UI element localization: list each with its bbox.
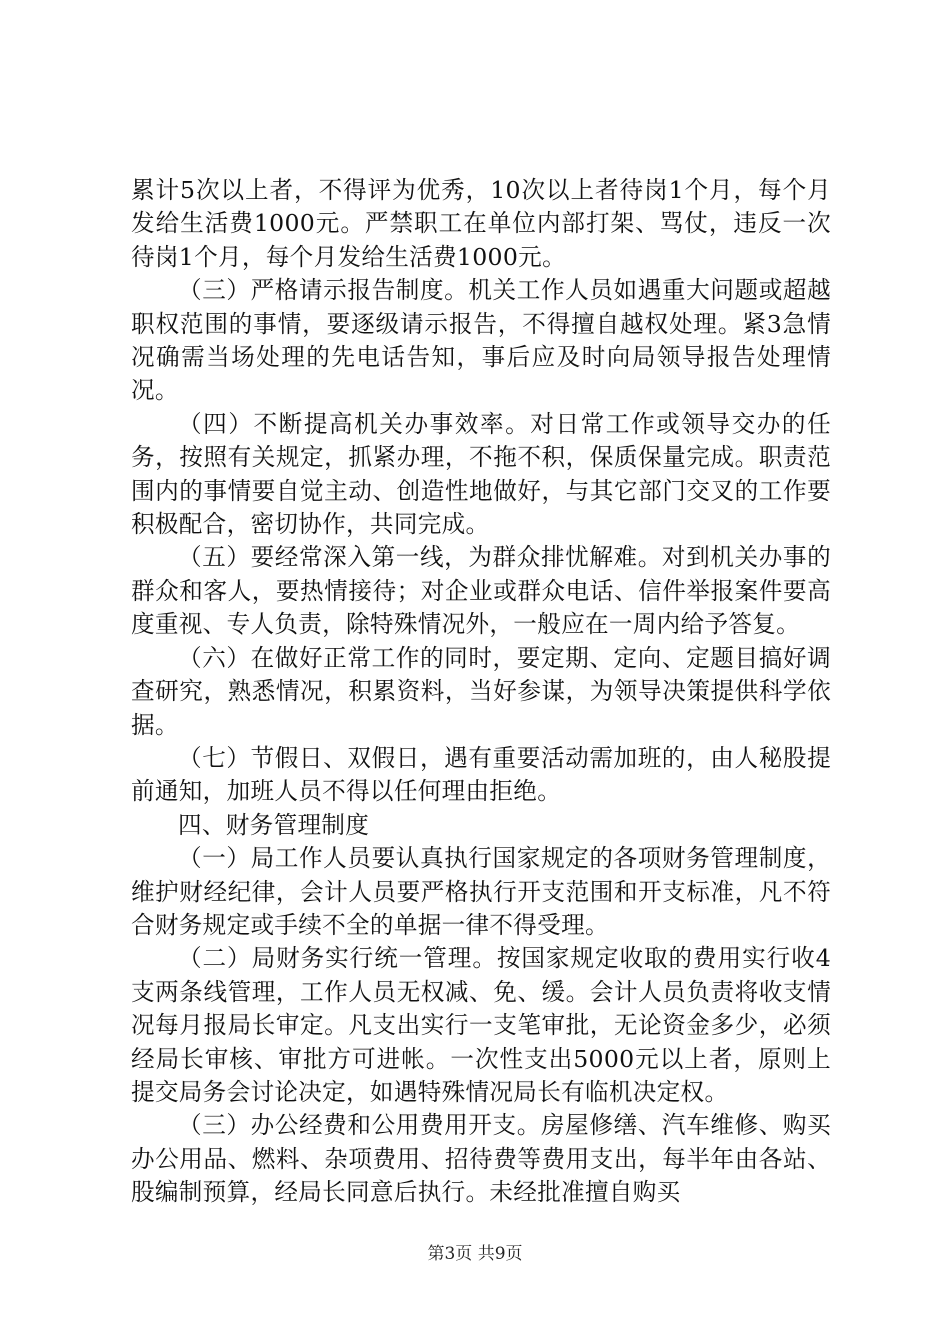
paragraph-6: （七）节假日、双假日，遇有重要活动需加班的，由人秘股提前通知，加班人员不得以任何理由拒绝。 [131, 743, 831, 806]
section-heading-finance: 四、财务管理制度 [178, 810, 370, 839]
paragraph-10: （三）办公经费和公用费用开支。房屋修缮、汽车维修、购买办公用品、燃料、杂项费用、招待费等费用支出，每半年由各站、股编制预算，经局长同意后执行。未经批准擅自购买 [131, 1111, 831, 1207]
paragraph-3: （四）不断提高机关办事效率。对日常工作或领导交办的任务，按照有关规定，抓紧办理，不拖不积，保质保量完成。职责范围内的事情要自觉主动、创造性地做好，与其它部门交叉的工作要积极配合，密切协作，共同完成。 [131, 409, 831, 539]
paragraph-5: （六）在做好正常工作的同时，要定期、定向、定题目搞好调查研究，熟悉情况，积累资料，当好参谋，为领导决策提供科学依据。 [131, 643, 831, 739]
document-body [131, 174, 831, 1210]
paragraph-4: （五）要经常深入第一线，为群众排忧解难。对到机关办事的群众和客人，要热情接待；对企业或群众电话、信件举报案件要高度重视、专人负责，除特殊情况外，一般应在一周内给予答复。 [131, 543, 831, 639]
paragraph-9: （二）局财务实行统一管理。按国家规定收取的费用实行收4支两条线管理，工作人员无权减、免、缓。会计人员负责将收支情况每月报局长审定。凡支出实行一支笔审批，无论资金多少，必须经局长审核、审批方可进帐。一次性支出5000元以上者，原则上提交局务会讨论决定，如遇特殊情况局长有临机决定权。 [131, 944, 831, 1106]
paragraph-8: （一）局工作人员要认真执行国家规定的各项财务管理制度，维护财经纪律，会计人员要严格执行开支范围和开支标准，凡不符合财务规定或手续不全的单据一律不得受理。 [131, 844, 831, 939]
paragraph-2: （三）严格请示报告制度。机关工作人员如遇重大问题或超越职权范围的事情，要逐级请示报告，不得擅自越权处理。紧3急情况确需当场处理的先电话告知，事后应及时向局领导报告处理情况。 [131, 276, 831, 405]
page-footer: 第3页 共9页 [427, 1244, 523, 1264]
paragraph-1: 累计5次以上者，不得评为优秀，10次以上者待岗1个月，每个月发给生活费1000元。严禁职工在单位内部打架、骂仗，违反一次待岗1个月，每个月发给生活费1000元。 [131, 176, 831, 271]
